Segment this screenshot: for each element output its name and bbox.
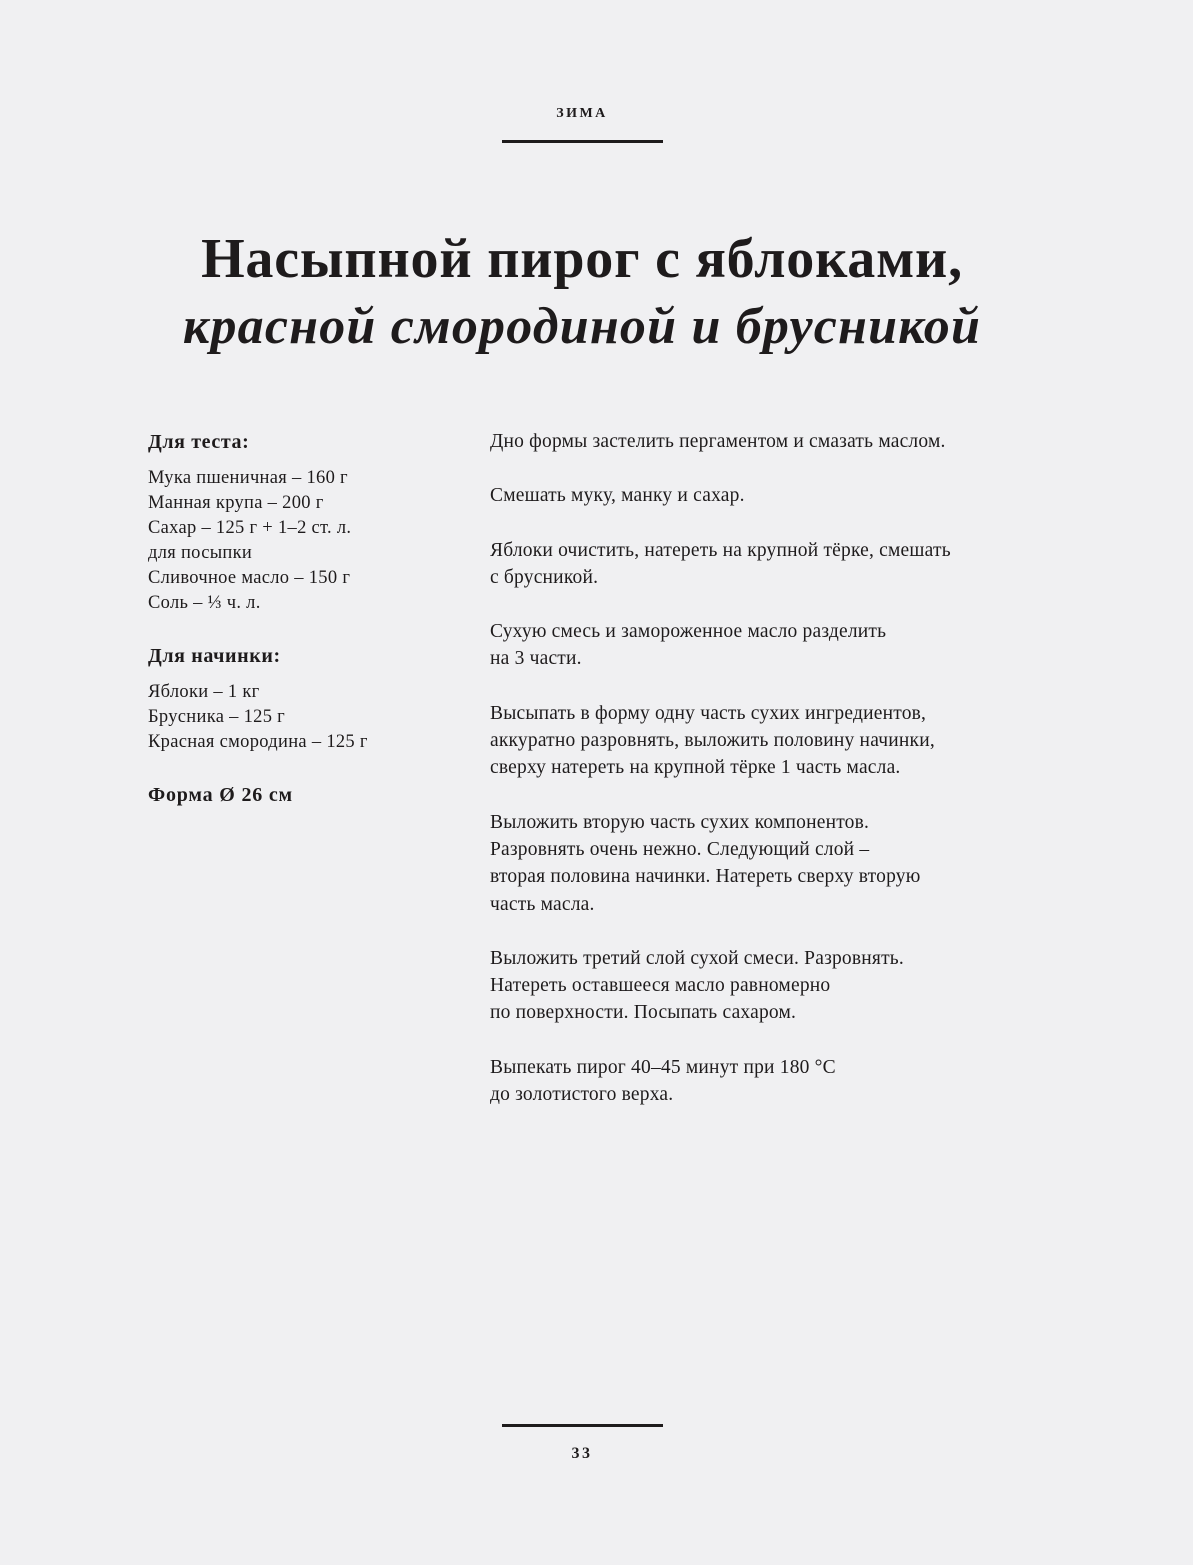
instruction-step: Яблоки очистить, натереть на крупной тёрке, смешать с брусникой. [490, 539, 951, 588]
title-line-main: Насыпной пирог с яблоками, [201, 228, 963, 290]
header-divider [502, 140, 663, 143]
filling-heading: Для начинки: [148, 645, 281, 667]
ingredient-item: Сахар – 125 г + 1–2 ст. л. [148, 518, 352, 538]
instruction-step: Выпекать пирог 40–45 минут при 180 °C до золотистого верха. [490, 1056, 836, 1106]
ingredients-column [148, 428, 468, 809]
instruction-step: Сухую смесь и замороженное масло разделить на 3 части. [490, 621, 887, 670]
filling-ingredient-list [148, 680, 468, 755]
ingredient-item: Яблоки – 1 кг [148, 682, 260, 702]
instructions-column [490, 428, 1050, 1135]
pan-size: Форма Ø 26 см [148, 784, 293, 806]
instruction-step: Выложить вторую часть сухих компонентов. Разровнять очень нежно. Следующий слой – вторая половина начинки. Натереть сверху вторую часть масла. [490, 811, 921, 915]
ingredient-item: Брусника – 125 г [148, 707, 286, 727]
instruction-step: Смешать муку, манку и сахар. [490, 485, 745, 507]
instruction-step: Высыпать в форму одну часть сухих ингредиентов, аккуратно разровнять, выложить половину начинки, сверху натереть на крупной тёрке 1 часть масла. [490, 702, 935, 779]
ingredient-item: Мука пшеничная – 160 г [148, 468, 348, 488]
instruction-step: Выложить третий слой сухой смеси. Разровнять. Натереть оставшееся масло равномерно по поверхности. Посыпать сахаром. [490, 947, 904, 1024]
dough-heading: Для теста: [148, 431, 250, 453]
ingredient-item: Сливочное масло – 150 г [148, 568, 351, 588]
ingredient-item: Красная смородина – 125 г [148, 732, 368, 752]
ingredient-item: Соль – ⅓ ч. л. [148, 593, 261, 613]
page-number: 33 [571, 1445, 593, 1462]
ingredient-item: для посыпки [148, 543, 253, 563]
title-line-subtitle: красной смородиной и брусникой [182, 298, 982, 355]
dough-ingredient-list [148, 466, 468, 616]
footer-divider [502, 1424, 663, 1427]
ingredient-item: Манная крупа – 200 г [148, 493, 324, 513]
instruction-step: Дно формы застелить пергаментом и смазать маслом. [490, 431, 946, 452]
section-label: ЗИМА [556, 106, 608, 121]
